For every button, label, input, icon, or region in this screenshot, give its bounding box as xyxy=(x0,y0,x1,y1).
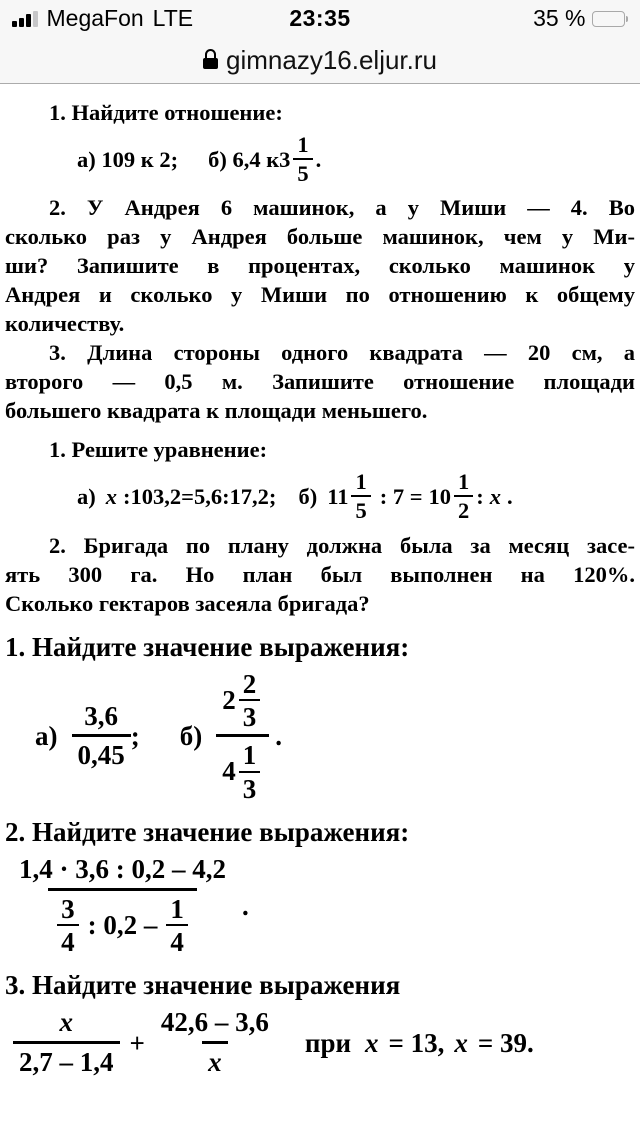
task-heading: 1. Найдите отношение: xyxy=(49,100,283,125)
task-expression-3 xyxy=(5,968,635,1077)
fraction xyxy=(454,470,473,522)
numerator: 3,6 xyxy=(84,700,118,731)
worksheet-page xyxy=(0,84,640,1078)
status-right-group xyxy=(533,5,628,32)
fraction xyxy=(293,133,312,185)
equation-b-middle: : 7 = xyxy=(379,483,423,509)
item-a: а) 109 к 2; xyxy=(77,146,179,172)
mixed-number xyxy=(327,470,374,522)
variable-x: x xyxy=(365,1027,379,1058)
paragraph-line: количеству. xyxy=(5,311,125,337)
lock-body xyxy=(203,58,218,69)
item-b-text: б) 6,4 к xyxy=(208,146,280,172)
equation-a-body: :103,2=5,6:17,2; xyxy=(123,483,277,509)
numerator xyxy=(216,670,269,735)
item-b-label: б) xyxy=(298,483,318,509)
complex-fraction xyxy=(13,855,232,956)
denominator-middle: : 0,2 – xyxy=(87,909,158,940)
numerator: 42,6 – 3,6 xyxy=(160,1007,269,1038)
numerator: 1 xyxy=(170,893,184,924)
paragraph-line: 2. У Андрея 6 машинок, а у Миши — 4. Во xyxy=(49,195,635,221)
item-a-label: а) xyxy=(77,483,96,509)
paragraph-line: Андрея и сколько у Миши по отношению к общему xyxy=(5,282,635,308)
period: . xyxy=(275,721,282,752)
battery-cap xyxy=(626,16,629,22)
task-ratios xyxy=(5,98,635,185)
period: . xyxy=(315,146,322,172)
denominator xyxy=(216,734,269,803)
fraction xyxy=(166,895,188,957)
fraction xyxy=(13,1008,120,1077)
numerator: 3 xyxy=(61,893,75,924)
period: . xyxy=(507,483,513,509)
numerator: 1,4 · 3,6 : 0,2 – 4,2 xyxy=(19,853,226,884)
battery-icon xyxy=(592,11,629,27)
signal-bar-3 xyxy=(26,14,31,27)
fraction xyxy=(72,702,131,771)
mixed-number xyxy=(429,470,477,522)
variable-x: x xyxy=(454,1027,468,1058)
plus-sign: + xyxy=(129,1027,145,1058)
denominator: 5 xyxy=(293,158,312,186)
whole-part: 3 xyxy=(279,146,291,172)
numerator: 1 xyxy=(458,469,470,495)
network-type-label: LTE xyxy=(152,5,194,31)
denominator: 4 xyxy=(166,924,188,956)
mixed-number xyxy=(279,133,316,185)
paragraph-line: Сколько гектаров засеяла бригада? xyxy=(5,590,370,616)
task-heading: 2. Найдите значение выражения: xyxy=(5,816,410,847)
expression-items xyxy=(5,670,635,803)
paragraph-line: 2. Бригада по плану должна была за месяц засе- xyxy=(49,532,635,558)
url-text: gimnazy16.eljur.ru xyxy=(226,44,437,75)
expression xyxy=(5,1008,635,1077)
condition-word: при xyxy=(304,1027,352,1058)
paragraph-line: второго — 0,5 м. Запишите отношение площади xyxy=(5,369,635,395)
status-left-group xyxy=(12,5,193,32)
cellular-signal-icon xyxy=(12,10,38,27)
numerator: 2 xyxy=(242,668,257,699)
whole-part: 11 xyxy=(327,483,349,509)
value-1: = 13, xyxy=(388,1027,445,1058)
paragraph-line: ять 300 га. Но план был выполнен на 120%. xyxy=(5,561,635,587)
expression xyxy=(5,855,635,956)
variable-x: x xyxy=(489,483,502,509)
browser-chrome xyxy=(0,0,640,84)
lock-shackle xyxy=(205,49,216,58)
denominator: 3 xyxy=(239,699,261,731)
task-brigade xyxy=(5,531,635,618)
numerator: 1 xyxy=(297,132,309,157)
task-equations xyxy=(5,435,635,522)
paragraph-line: сколько раз у Андрея больше машинок, чем у Ми- xyxy=(5,224,635,250)
semicolon: ; xyxy=(130,721,140,752)
signal-bar-1 xyxy=(12,21,17,27)
fraction xyxy=(351,470,370,522)
fraction xyxy=(239,741,261,803)
denominator: 4 xyxy=(57,924,79,956)
signal-bar-4 xyxy=(33,11,38,27)
denominator: 0,45 xyxy=(72,734,131,771)
paragraph-line: большего квадрата к площади меньшего. xyxy=(5,398,428,424)
clock-label: 23:35 xyxy=(289,5,351,31)
value-2: = 39. xyxy=(477,1027,534,1058)
signal-bar-2 xyxy=(19,18,24,27)
denominator: 3 xyxy=(239,771,261,803)
item-b-label: б) xyxy=(179,721,203,752)
address-bar[interactable] xyxy=(0,37,640,83)
denominator: 2 xyxy=(454,495,473,523)
task-items xyxy=(5,133,635,185)
paragraph-line: 3. Длина стороны одного квадрата — 20 см, а xyxy=(49,340,635,366)
mixed-number xyxy=(222,741,263,803)
numerator-variable-x: x xyxy=(59,1007,73,1038)
task-expression-2 xyxy=(5,815,635,956)
denominator xyxy=(48,888,197,957)
paragraph-line: ши? Запишите в процентах, сколько машинок у xyxy=(5,253,635,279)
equation-items xyxy=(5,470,635,522)
fraction xyxy=(57,895,79,957)
lock-icon xyxy=(203,49,218,69)
task-heading: 3. Найдите значение выражения xyxy=(5,970,401,1001)
task-expression-1 xyxy=(5,630,635,803)
fraction xyxy=(239,670,261,732)
colon: : xyxy=(476,483,484,509)
whole-part: 10 xyxy=(428,483,452,509)
battery-percent-label: 35 % xyxy=(533,5,586,31)
numerator: 1 xyxy=(355,469,367,495)
carrier-label: MegaFon xyxy=(46,5,144,31)
task-heading: 1. Найдите значение выражения: xyxy=(5,631,410,662)
denominator-variable-x: x xyxy=(202,1041,228,1078)
period: . xyxy=(242,890,249,921)
mixed-number xyxy=(222,670,263,732)
battery-body xyxy=(592,11,625,27)
status-bar xyxy=(0,0,640,37)
denominator: 2,7 – 1,4 xyxy=(13,1041,120,1078)
complex-fraction xyxy=(216,670,269,803)
variable-x: x xyxy=(105,483,117,509)
fraction xyxy=(155,1008,275,1077)
task-heading: 1. Решите уравнение: xyxy=(49,437,268,463)
numerator: 1 xyxy=(242,740,257,771)
item-a-label: а) xyxy=(35,721,58,752)
task-squares xyxy=(5,338,635,425)
denominator: 5 xyxy=(351,495,370,523)
whole-part: 4 xyxy=(222,756,236,787)
whole-part: 2 xyxy=(222,684,236,715)
task-toy-cars xyxy=(5,193,635,338)
